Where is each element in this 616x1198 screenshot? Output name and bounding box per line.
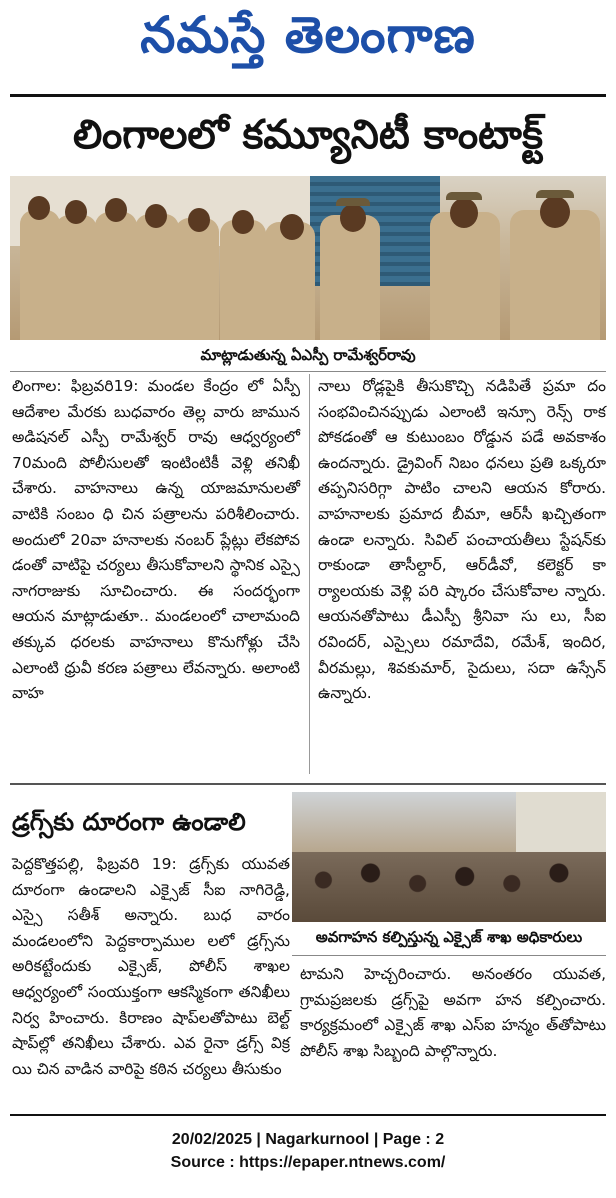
- article2-headline: డ్రగ్స్‌కు దూరంగా ఉండాలి: [12, 808, 246, 836]
- article1-headline: లింగాలలో కమ్యూనిటీ కాంటాక్ట్: [72, 112, 544, 158]
- article2-column-1: పెద్దకొత్తపల్లి, ఫిబ్రవరి 19: డ్రగ్స్‌కు యువత దూరంగా ఉండాలని ఎక్సైజ్ సీఐ నాగిరెడ్డి, ఎస్సై సతీశ్ అన్నారు. బుధ వారం మండలంలోని పెద్దకార్పాముల లలో డ్రగ్స్‌ను అరికట్టేందుకు ఎక్సైజ్, పోలీస్ శాఖల ఆధ్వర్యంలో సంయుక్తంగా ఆకస్మికంగా తనిఖీలు నిర్వ హించారు. కిరాణం షాప్‌లతోపాటు బెల్ట్ షాప్‌ల్లో తనిఖీలు చేశారు. ఎవ రైనా డ్రగ్స్ విక్ర యి చిన వాడిన వారిపై కఠిన చర్యలు తీసుకుం: [12, 855, 290, 1078]
- article2-photo: [292, 792, 606, 922]
- article1-column-1: లింగాల: ఫిబ్రవరి19: మండల కేంద్రం లో ఏస్పీ ఆదేశాల మేరకు బుధవారం తెల్ల వారు జామున అడిషనల్ ఎస్పీ రామేశ్వర్ రావు ఆధ్వర్యంలో 70మంది పోలీసులతో ఇంటింటికీ వెళ్లి తనిఖీ చేశారు. వాహనాలు ఉన్న యాజమానులతో వాటికి సంబం ధి చిన పత్రాలను పరిశీలించారు. అందులో 20వా హనాలకు నంబర్ ప్లేట్లు లేకపోవ డంతో వాటిపై చర్యలు తీసుకోవాలని స్థానిక ఎస్సై నాగరాజుకు సూచించారు. ఈ సందర్భంగా ఆయన మాట్లాడుతూ.. మండలంలో చాలామంది తక్కువ ధరలకు వాహనాలు కొనుగోళ్లు చేసి ఎలాంటి ధ్రువీ కరణ పత్రాలు లేవన్నారు. అలాంటి వాహ: [12, 377, 300, 703]
- article2-column-2: టామని హెచ్చరించారు. అనంతరం యువత, గ్రామప్రజలకు డ్రగ్స్‌పై అవగా హన కల్పించారు. కార్యక్రమంలో ఎక్సైజ్ శాఖ ఎస్ఐ హన్మం త్‌తోపాటు పోలీస్ శాఖ సిబ్బంది పాల్గొన్నారు.: [300, 965, 606, 1060]
- footer-divider: [10, 1114, 606, 1116]
- footer-source: Source : https://epaper.ntnews.com/: [170, 1154, 446, 1171]
- article1-photo: [10, 176, 606, 340]
- column-divider: [309, 374, 310, 774]
- section-divider: [10, 783, 606, 785]
- article1-photo-caption: మాట్లాడుతున్న ఏఎస్పీ రామేశ్వర్‌రావు: [10, 342, 606, 372]
- footer-date-edition: 20/02/2025 | Nagarkurnool | Page : 2: [171, 1131, 445, 1148]
- article2-photo-caption: అవగాహన కల్పిస్తున్న ఎక్సైజ్ శాఖ అధికారులు: [292, 922, 606, 956]
- article1-column-2: నాలు రోడ్లపైకి తీసుకొచ్చి నడిపితే ప్రమా దం సంభవించినప్పుడు ఎలాంటి ఇన్సూ రెన్స్ రాక పోకడంతో ఆ కుటుంబం రోడ్డున పడే అవకాశం ఉందన్నారు. డ్రైవింగ్ నిబం ధనలు ప్రతి ఒక్కరూ తప్పనిసరిగ్గా పాటిం చాలని ఆయన కోరారు. వాహనాలకు ప్రమాద బీమా, ఆర్‌సీ ఖచ్చితంగా ఉండా లన్నారు. సివిల్ పంచాయతీలు స్టేషన్‌కు రాకుండా తాసీల్దార్, ఆర్‌డీవో, కలెక్టర్ కా ర్యాలయకు వెళ్లి పరి ష్కారం చేసుకోవాల న్నారు. ఆయనతోపాటు డీఎస్పీ శ్రీనివా సు లు, సీఐ రవిందర్, ఎస్సైలు రమాదేవి, రమేశ్, ఇందిర, వీరమల్లు, శివకుమార్, సైదులు, సదా ఉస్సేన్ ఉన్నారు.: [318, 377, 606, 703]
- divider: [10, 94, 606, 97]
- masthead: [0, 0, 616, 82]
- masthead-title: నమస్తే తెలంగాణ: [140, 5, 476, 64]
